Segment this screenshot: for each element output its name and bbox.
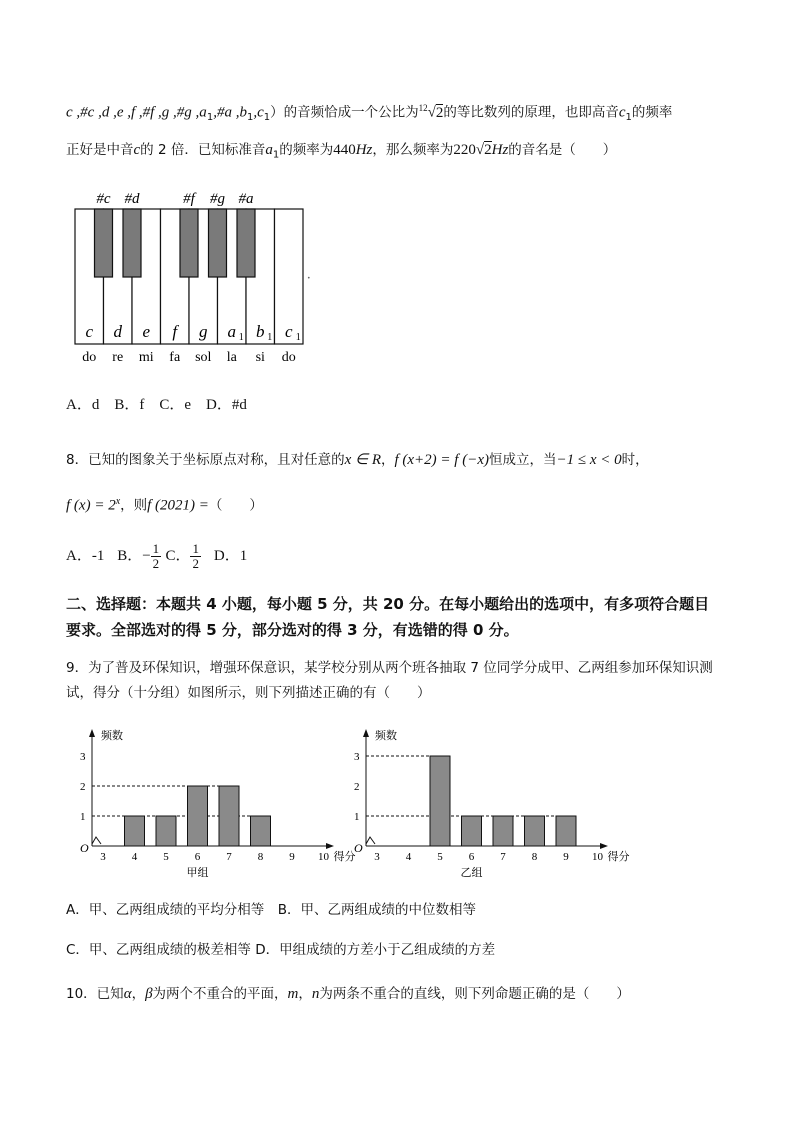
x-tick-label: 8 <box>531 851 538 863</box>
chart-jia <box>66 725 356 880</box>
solfege-label: do <box>82 350 97 365</box>
y-tick-label: 1 <box>80 811 86 823</box>
solfege-label: mi <box>138 350 154 365</box>
piano-figure <box>70 185 320 370</box>
bar <box>251 816 271 846</box>
black-key <box>209 209 227 277</box>
y-axis-arrow <box>363 729 369 737</box>
x-tick-label: 6 <box>194 851 201 863</box>
q7-freq: 440 <box>333 142 356 158</box>
q8-t4: 时， <box>621 452 649 468</box>
q10-sep1: ， <box>131 986 146 1002</box>
chart-title: 乙组 <box>460 867 483 879</box>
white-key-label: c <box>284 322 293 341</box>
q8-l2d: （ ） <box>208 497 263 514</box>
q8-frac-c: $\frac{1}{2}$ <box>192 540 199 571</box>
x-tick-label: 7 <box>500 851 506 863</box>
q7-c1: c <box>618 104 626 121</box>
white-key-subscript: 1 <box>295 332 301 343</box>
bar <box>430 756 450 846</box>
y-axis-label: 频数 <box>375 730 397 742</box>
y-tick-label: 2 <box>354 781 360 793</box>
section2-heading-2: 要求。全部选对的得 5 分，部分选对的得 3 分，有选错的得 0 分。 <box>66 621 519 639</box>
section2-heading-1: 二、选择题：本题共 4 小题，每小题 5 分，共 20 分。在每小题给出的选项中，有多项符合题目 <box>66 595 710 613</box>
q8-opt-b: B．− <box>117 548 151 564</box>
black-key <box>237 209 255 277</box>
q7-sub-a: 1 <box>206 112 214 124</box>
white-key-label: f <box>172 322 178 341</box>
x-tick-label: 5 <box>437 851 443 863</box>
bar <box>219 786 239 846</box>
x-tick-label: 9 <box>289 851 295 863</box>
q8-line2 <box>66 492 263 516</box>
q8-opt-a: A．-1 <box>66 548 105 564</box>
q10-alpha: α <box>123 986 132 1002</box>
q10-mid: 为两个不重合的平面， <box>152 986 288 1002</box>
black-key <box>123 209 141 277</box>
axis-break <box>92 837 101 844</box>
q10-line <box>66 984 630 1004</box>
black-key-label: #g <box>210 191 225 207</box>
x-tick-label: 3 <box>374 851 380 863</box>
q7-l2a1: a <box>265 142 273 158</box>
q7-notes: c ,#c ,d ,e ,f ,#f ,g ,#g ,a <box>66 104 207 121</box>
q7-l2a: 正好是中音 <box>66 142 134 158</box>
piano-dot: • <box>307 275 311 282</box>
q7-sub-c: 1 <box>263 112 271 124</box>
x-tick-label: 10 <box>318 851 329 863</box>
bar <box>125 816 145 846</box>
q8-t3: 恒成立，当 <box>488 452 557 468</box>
q7-options <box>66 395 247 415</box>
origin-label: O <box>80 841 89 855</box>
black-key-label: #a <box>238 191 254 207</box>
bar <box>525 816 545 846</box>
q7-root: √2 <box>427 104 444 121</box>
solfege-label: la <box>226 350 237 365</box>
x-axis-arrow <box>326 843 334 849</box>
axis-break <box>366 837 375 844</box>
bar <box>493 816 513 846</box>
q7-l2c: c <box>133 142 141 158</box>
q7-freq2: 220 <box>453 142 476 158</box>
q7-tail: 的等比数列的原理，也即高音 <box>443 104 619 121</box>
x-tick-label: 7 <box>226 851 232 863</box>
q7-line2 <box>66 140 616 166</box>
q9-options-cd: C．甲、乙两组成绩的极差相等 D．甲组成绩的方差小于乙组成绩的方差 <box>66 942 496 958</box>
y-tick-label: 2 <box>80 781 86 793</box>
y-tick-label: 3 <box>80 751 86 763</box>
y-axis-label: 频数 <box>101 730 123 742</box>
q8-range: −1 ≤ x < 0 <box>556 452 622 468</box>
q8-opt-c: C． <box>165 548 191 564</box>
q8-t1: 8．已知的图象关于坐标原点对称，且对任意的 <box>66 452 345 468</box>
bar <box>556 816 576 846</box>
x-tick-label: 4 <box>405 851 412 863</box>
chart-title: 甲组 <box>186 867 209 879</box>
q8-cond: x ∈ R <box>344 452 381 468</box>
q8-t2: ， <box>380 452 395 468</box>
q10-beta: β <box>145 986 153 1002</box>
q9-options-ab: A．甲、乙两组成绩的平均分相等 B．甲、乙两组成绩的中位数相等 <box>66 902 476 918</box>
bar <box>188 786 208 846</box>
x-axis-arrow <box>600 843 608 849</box>
q7-hz: Hz <box>355 142 373 158</box>
q7-sub-b: 1 <box>246 112 254 124</box>
q8-options <box>66 538 247 574</box>
q8-l2b: ，则 <box>120 497 148 514</box>
black-key-label: #d <box>124 191 140 207</box>
q8-frac-b: $\frac{1}{2}$ <box>152 540 160 571</box>
y-tick-label: 3 <box>354 751 360 763</box>
q7-root-base: 2 <box>435 104 444 121</box>
q7-root-index: 12 <box>418 103 428 113</box>
q8-opt-d: D．1 <box>213 548 248 564</box>
q7-end: 的频率 <box>631 104 673 121</box>
y-tick-label: 1 <box>354 811 360 823</box>
x-tick-label: 4 <box>131 851 138 863</box>
q7-line1 <box>66 98 672 128</box>
solfege-label: sol <box>195 350 212 365</box>
bar <box>156 816 176 846</box>
q7-notes2: ,#a ,b <box>213 104 247 121</box>
q7-sub-d: 1 <box>625 112 632 124</box>
white-key-label: a <box>227 322 236 341</box>
white-key-subscript: 1 <box>267 332 273 343</box>
origin-label: O <box>354 841 363 855</box>
white-key-label: b <box>256 322 265 341</box>
q7-root2-base: 2 <box>484 142 492 158</box>
x-tick-label: 3 <box>100 851 106 863</box>
white-key-label: e <box>142 322 151 341</box>
q10-sep2: ， <box>298 986 312 1002</box>
chart-yi <box>340 725 630 880</box>
bar <box>462 816 482 846</box>
solfege-label: re <box>112 350 124 365</box>
q7-l2f: 的音名是（ ） <box>508 142 617 158</box>
q7-text: ）的音频恰成一个公比为 <box>270 104 419 121</box>
x-axis-label: 得分 <box>607 851 630 863</box>
q7-l2e: ，那么频率为 <box>372 142 454 158</box>
x-tick-label: 10 <box>592 851 603 863</box>
white-key-label: c <box>85 322 94 341</box>
q9-line2: 试，得分（十分组）如图所示，则下列描述正确的有（ ） <box>66 685 431 701</box>
q7-options-text: A．d B．f C．e D．#d <box>66 397 247 413</box>
q10-t1: 10．已知 <box>66 986 124 1002</box>
black-key <box>95 209 113 277</box>
q7-l2d: 的频率为 <box>279 142 334 158</box>
x-tick-label: 6 <box>468 851 475 863</box>
q7-l2b: 的 2 倍．已知标准音 <box>140 142 266 158</box>
solfege-label: si <box>255 350 265 365</box>
black-key <box>180 209 198 277</box>
solfege-label: do <box>281 350 296 365</box>
y-axis-arrow <box>89 729 95 737</box>
q10-m: m <box>287 986 299 1002</box>
q7-notes3: ,c <box>253 104 264 121</box>
x-tick-label: 8 <box>257 851 264 863</box>
q8-eq: f (x+2) = f (−x) <box>394 452 489 468</box>
white-key-label: g <box>199 322 208 341</box>
q9-line1: 9．为了普及环保知识，增强环保意识，某学校分别从两个班各抽取 7 位同学分成甲、乙两组参加环保知识测 <box>66 660 713 676</box>
q8-l2c: f (2021) = <box>147 497 209 514</box>
q7-sub-e: 1 <box>272 149 280 161</box>
q8-exp: x <box>115 496 121 507</box>
white-key-label: d <box>113 322 122 341</box>
x-tick-label: 9 <box>563 851 569 863</box>
white-key-subscript: 1 <box>238 332 244 343</box>
black-key-label: #f <box>183 191 195 207</box>
q8-fx: f (x) = 2 <box>66 497 116 514</box>
q7-root2: √2 <box>475 142 492 158</box>
q10-n: n <box>311 986 320 1002</box>
solfege-label: fa <box>169 350 181 365</box>
q10-tail: 为两条不重合的直线，则下列命题正确的是（ ） <box>319 986 630 1002</box>
x-axis-label: 得分 <box>333 851 356 863</box>
q7-hz2: Hz <box>491 142 509 158</box>
x-tick-label: 5 <box>163 851 169 863</box>
q8-line1 <box>66 450 649 470</box>
black-key-label: #c <box>96 191 111 207</box>
